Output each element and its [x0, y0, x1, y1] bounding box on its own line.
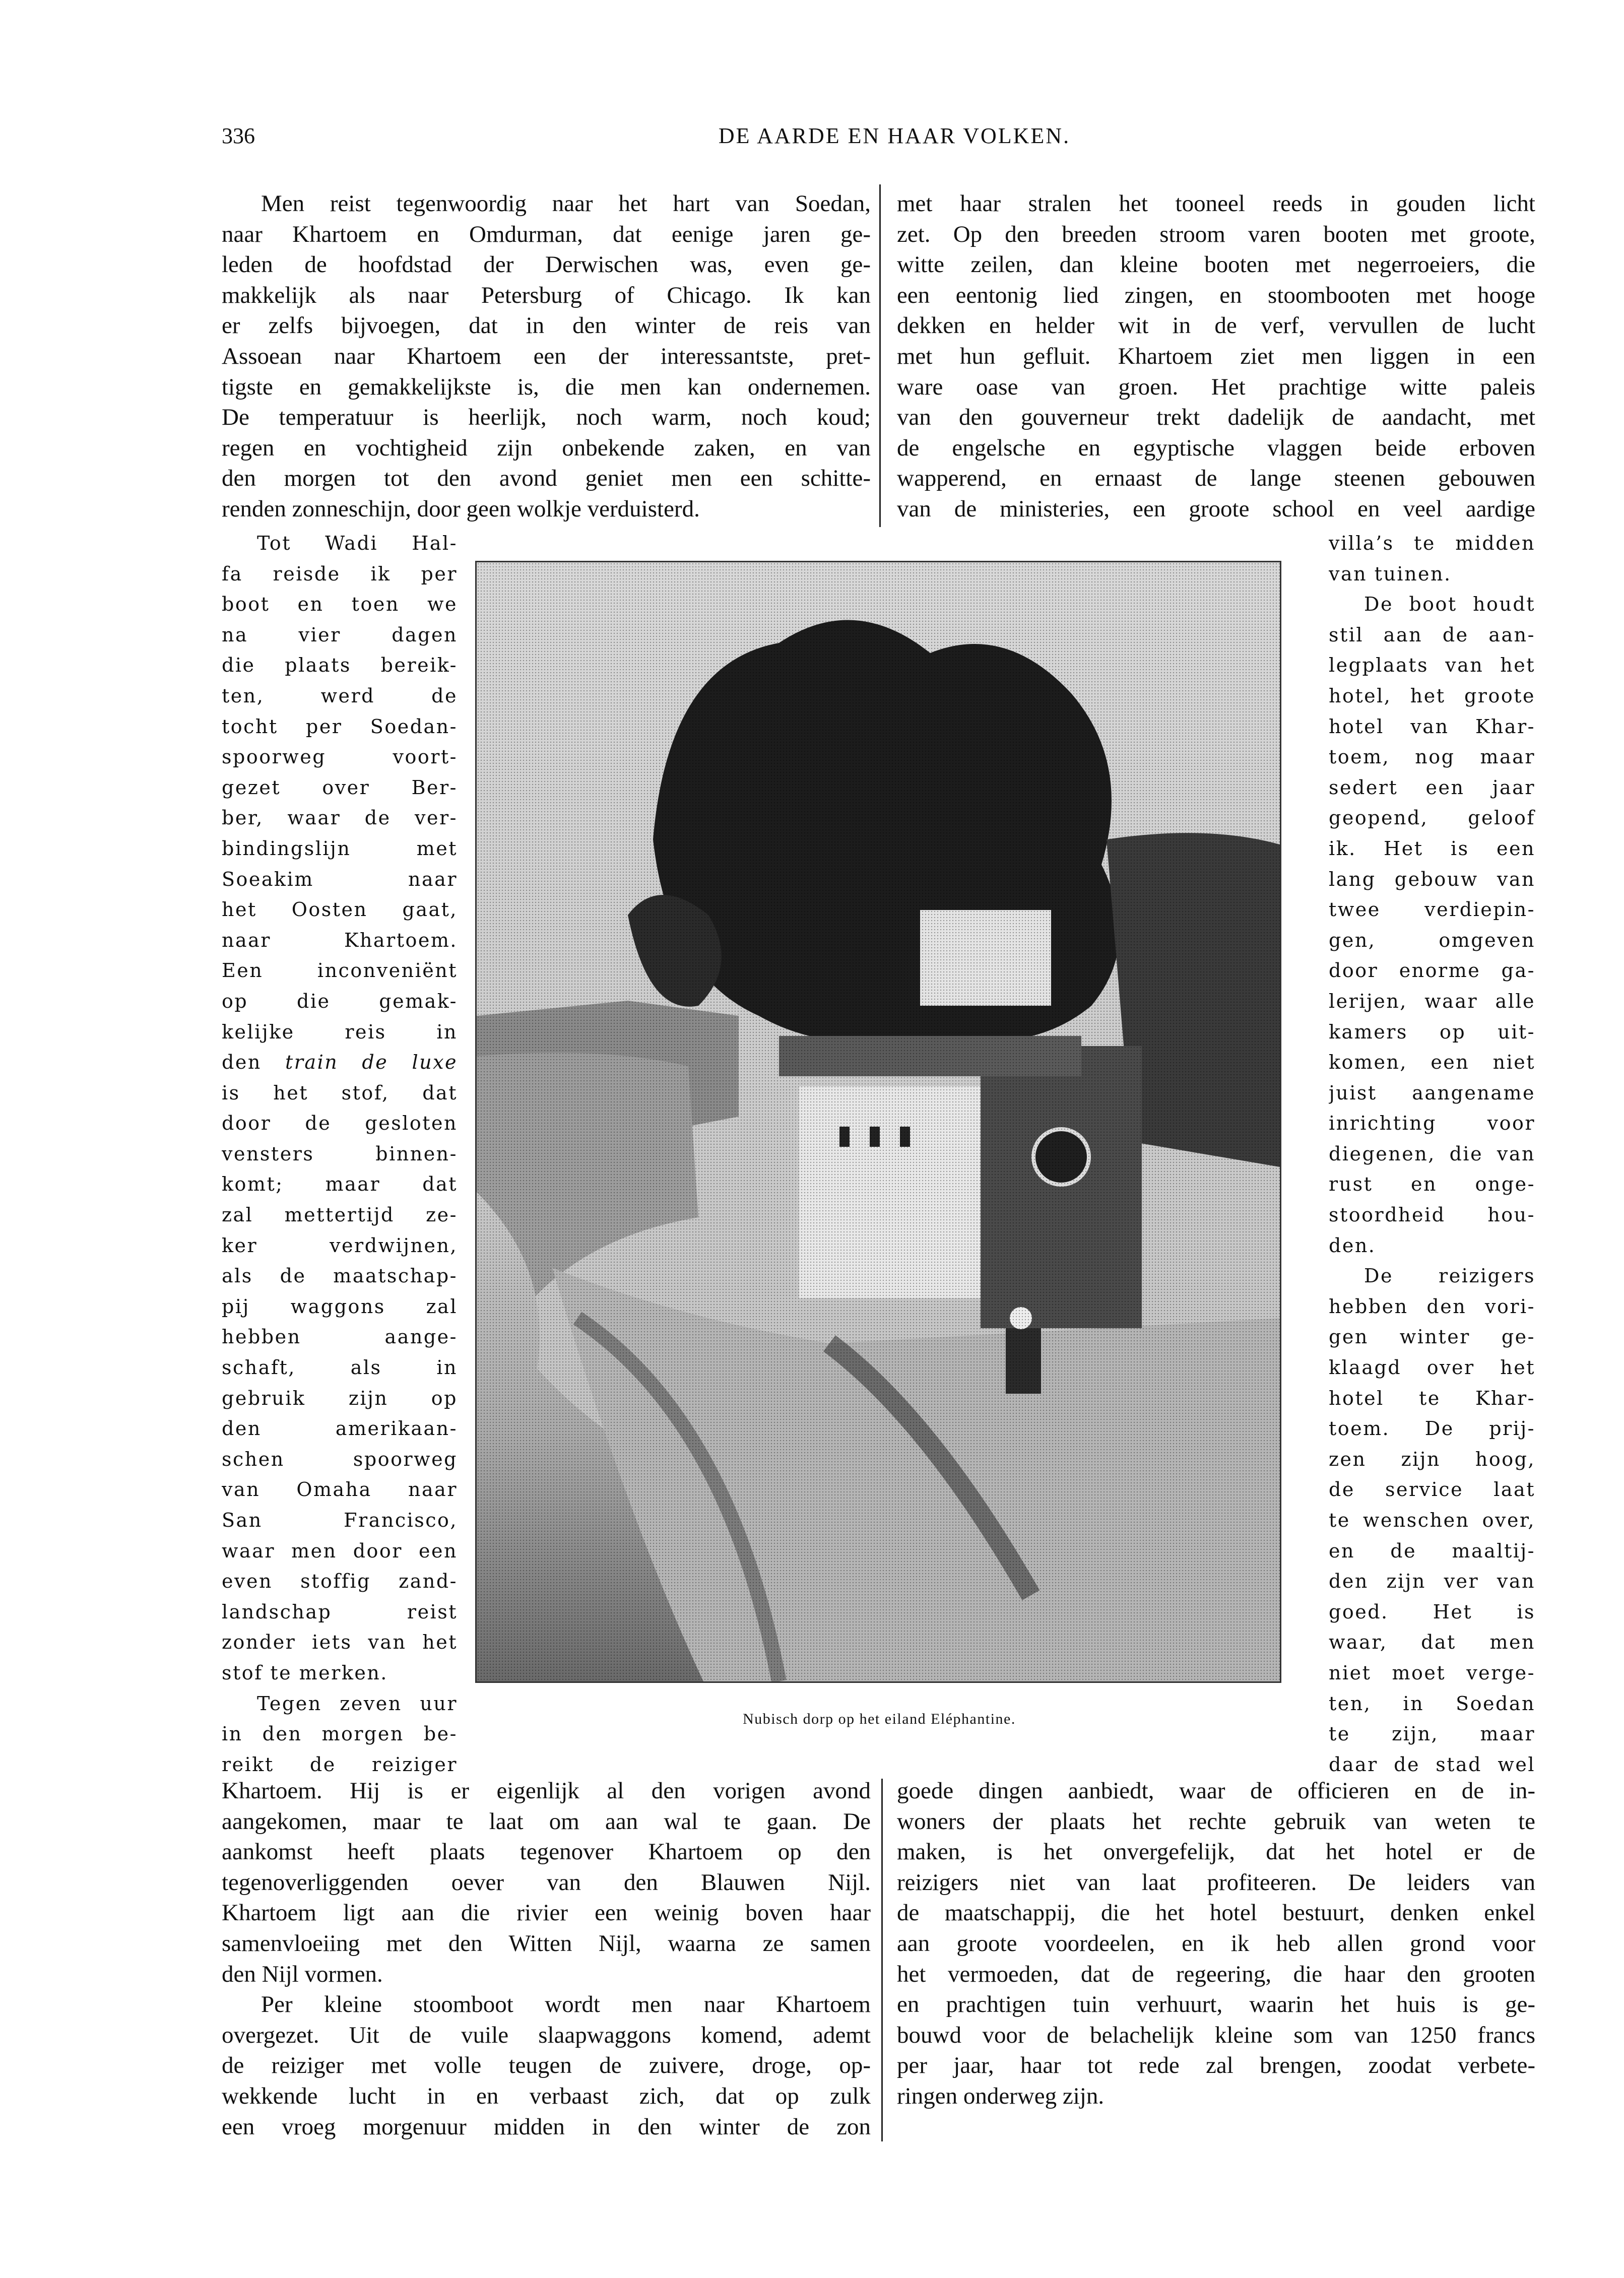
text-line [222, 1047, 458, 1078]
text-line [897, 310, 1535, 341]
text-line [222, 955, 458, 986]
line-text: hotel te Khar- [1329, 1387, 1535, 1409]
line-text: zet. Op den breeden stroom varen booten met groote, [897, 221, 1535, 247]
line-text: komt; maar dat [222, 1173, 458, 1196]
text-line [222, 1108, 458, 1139]
line-text: waar men door een [222, 1539, 458, 1562]
line-text: ringen onderweg zijn. [897, 2082, 1105, 2109]
text-line [1329, 1474, 1535, 1505]
text-line [222, 249, 871, 280]
text-line [222, 1230, 458, 1261]
text-line [222, 1837, 871, 1867]
line-text: lang gebouw van [1329, 868, 1535, 890]
text-line [222, 1078, 458, 1109]
line-text: stil aan de aan- [1329, 623, 1535, 646]
text-line [1329, 1139, 1535, 1169]
text-line [897, 2050, 1535, 2081]
line-text: rust en onge- [1329, 1173, 1535, 1196]
text-line [222, 1719, 458, 1749]
line-text: bouwd voor de belachelijk kleine som van 1250 francs [897, 2022, 1535, 2048]
text-line [1329, 711, 1535, 742]
text-line [222, 1200, 458, 1230]
text-line [222, 2081, 871, 2112]
text-line [222, 1505, 458, 1536]
line-text: gen winter ge- [1329, 1326, 1535, 1348]
line-text: het vermoeden, dat de regeering, die haar den grooten [897, 1961, 1535, 1987]
line-text: aan groote voordeelen, en ik heb allen grond voor [897, 1930, 1535, 1957]
line-text: tigste en gemakkelijkste is, die men kan ondernemen. [222, 373, 871, 400]
text-line [222, 1017, 458, 1048]
text-line [1329, 1688, 1535, 1719]
text-line [1329, 742, 1535, 772]
line-text: aangekomen, maar te laat om aan wal te gaan. De [222, 1808, 871, 1835]
text-line [897, 1898, 1535, 1928]
running-title: DE AARDE EN HAAR VOLKEN. [718, 123, 1071, 148]
line-text: per jaar, haar tot rede zal brengen, zoodat verbete- [897, 2052, 1535, 2079]
text-line [222, 1169, 458, 1200]
line-text: van Omaha naar [222, 1478, 458, 1501]
line-text: te wenschen over, [1329, 1509, 1535, 1531]
line-text: met haar stralen het tooneel reeds in gouden licht [897, 190, 1535, 217]
text-line [222, 864, 458, 895]
text-line [1329, 772, 1535, 803]
text-line [1329, 1261, 1535, 1291]
line-text: reizigers niet van laat profiteeren. De leiders van [897, 1869, 1535, 1896]
text-line [222, 742, 458, 772]
text-line [897, 1867, 1535, 1898]
text-line [222, 1536, 458, 1567]
text-line [1329, 528, 1535, 559]
line-text: Khartoem ligt aan die rivier een weinig boven haar [222, 1900, 871, 1926]
line-text: landschap reist [222, 1600, 458, 1623]
line-text: wapperend, en ernaast de lange steenen gebouwen [897, 465, 1535, 492]
line-text: renden zonneschijn, door geen wolkje verduisterd. [222, 495, 700, 522]
line-text: legplaats van het [1329, 654, 1535, 677]
text-line [897, 1837, 1535, 1867]
line-text: kelijke reis in [222, 1020, 458, 1043]
line-text: den zijn ver van [1329, 1570, 1535, 1593]
line-text: naar Khartoem. [222, 929, 458, 951]
text-line [222, 2020, 871, 2051]
line-text: niet moet verge- [1329, 1661, 1535, 1684]
text-column-left-narrow [222, 528, 458, 1780]
text-line [1329, 620, 1535, 650]
text-line [1329, 559, 1535, 590]
line-text: diegenen, die van [1329, 1142, 1535, 1165]
line-text: een vroeg morgenuur midden in den winter de zon [222, 2113, 871, 2140]
line-text: makkelijk als naar Petersburg of Chicago. Ik kan [222, 282, 871, 308]
line-text: den morgen tot den avond geniet men een schitte- [222, 465, 871, 492]
text-line [1329, 1047, 1535, 1078]
text-line [222, 528, 458, 559]
line-text: als de maatschap- [222, 1265, 458, 1287]
text-line [222, 925, 458, 956]
line-text: naar Khartoem en Omdurman, dat eenige jaren ge- [222, 221, 871, 247]
line-text: inrichting voor [1329, 1112, 1535, 1135]
line-text: na vier dagen [222, 623, 458, 646]
text-line [897, 494, 1535, 525]
line-text: ten, in Soedan [1329, 1692, 1535, 1715]
line-text: ker verdwijnen, [222, 1234, 458, 1257]
line-text: van tuinen. [1329, 562, 1452, 585]
text-line [222, 589, 458, 620]
text-line [1329, 1597, 1535, 1628]
text-line [1329, 803, 1535, 833]
line-text: zonder iets van het [222, 1631, 458, 1654]
line-text: Soeakim naar [222, 868, 458, 890]
text-line [222, 310, 871, 341]
text-line [1329, 1291, 1535, 1322]
text-line [1329, 681, 1535, 711]
line-text: er zelfs bijvoegen, dat in den winter de reis van [222, 312, 871, 339]
column-divider-top [879, 184, 881, 527]
line-text: den [222, 1051, 285, 1074]
line-text: den amerikaan- [222, 1417, 458, 1440]
text-line [222, 1322, 458, 1352]
text-line [1329, 1566, 1535, 1597]
text-line [897, 402, 1535, 433]
line-text: geopend, geloof [1329, 807, 1535, 829]
line-text: die plaats bereik- [222, 654, 458, 677]
text-line [222, 463, 871, 494]
line-text: even stoffig zand- [222, 1570, 458, 1593]
line-text: is het stof, dat [222, 1081, 458, 1104]
page-number: 336 [222, 123, 255, 148]
line-text: overgezet. Uit de vuile slaapwaggons komend, ademt [222, 2022, 871, 2048]
text-line [897, 2081, 1535, 2112]
text-line [222, 188, 871, 219]
text-line [1329, 986, 1535, 1017]
line-text: op die gemak- [222, 990, 458, 1012]
line-text: Assoean naar Khartoem een der interessantste, pret- [222, 343, 871, 369]
line-text: met hun gefluit. Khartoem ziet men liggen in een [897, 343, 1535, 369]
line-text: samenvloeiing met den Witten Nijl, waarna ze samen [222, 1930, 871, 1957]
text-line [1329, 1108, 1535, 1139]
text-column-bottom-left [222, 1776, 871, 2142]
line-text: toem, nog maar [1329, 746, 1535, 768]
line-text: kamers op uit- [1329, 1020, 1535, 1043]
line-text: goede dingen aanbiedt, waar de officieren en de in- [897, 1778, 1535, 1804]
text-line [222, 559, 458, 590]
line-text: De boot houdt [1364, 593, 1535, 616]
line-text: de reiziger met volle teugen de zuivere, droge, op- [222, 2052, 871, 2079]
text-line [222, 219, 871, 250]
line-text: tocht per Soedan- [222, 715, 458, 738]
text-line [897, 188, 1535, 219]
line-text: van de ministeries, een groote school en veel aardige [897, 495, 1535, 522]
text-line [1329, 894, 1535, 925]
line-text: twee verdiepin- [1329, 898, 1535, 921]
text-line [1329, 1230, 1535, 1261]
figure-caption: Nubisch dorp op het eiland Eléphantine. [743, 1711, 1016, 1727]
line-text: villa’s te midden [1329, 532, 1535, 554]
line-text: ware oase van groen. Het prachtige witte paleis [897, 373, 1535, 400]
line-text: Per kleine stoomboot wordt men naar Khartoem [261, 1991, 871, 2018]
text-line [1329, 1169, 1535, 1200]
text-line [222, 372, 871, 403]
line-text: hebben den vori- [1329, 1295, 1535, 1318]
text-line [222, 341, 871, 372]
text-line [222, 894, 458, 925]
text-line [222, 833, 458, 864]
line-text: ik. Het is een [1329, 837, 1535, 860]
text-line [897, 1959, 1535, 1990]
text-line [1329, 1444, 1535, 1475]
text-line [897, 249, 1535, 280]
text-line [222, 1597, 458, 1628]
text-line [1329, 864, 1535, 895]
line-text: leden de hoofdstad der Derwischen was, even ge- [222, 251, 871, 278]
text-column-right-narrow [1329, 528, 1535, 1780]
text-line [897, 372, 1535, 403]
line-text: te zijn, maar [1329, 1723, 1535, 1745]
text-line [897, 1989, 1535, 2020]
text-line [897, 1776, 1535, 1806]
line-text: spoorweg voort- [222, 746, 458, 768]
line-text: regen en vochtigheid zijn onbekende zaken, en van [222, 434, 871, 461]
text-line [222, 711, 458, 742]
text-line [222, 280, 871, 311]
text-line [1329, 589, 1535, 620]
line-text: den. [1329, 1234, 1376, 1257]
line-text: zal mettertijd ze- [222, 1204, 458, 1226]
text-line [222, 803, 458, 833]
text-line [222, 1291, 458, 1322]
text-line [1329, 1352, 1535, 1383]
line-text: schaft, als in [222, 1356, 458, 1379]
line-text: en de maaltij- [1329, 1539, 1535, 1562]
line-text: San Francisco, [222, 1509, 458, 1531]
text-column-top-right [897, 188, 1535, 525]
line-text: ten, werd de [222, 684, 458, 707]
text-line [222, 1959, 871, 1990]
line-text: zen zijn hoog, [1329, 1448, 1535, 1470]
text-line [222, 1658, 458, 1688]
text-line [222, 1898, 871, 1928]
text-line [222, 1352, 458, 1383]
text-line [222, 1806, 871, 1837]
line-text: de service laat [1329, 1478, 1535, 1501]
line-text: Een inconveniënt [222, 959, 458, 982]
line-text: boot en toen we [222, 593, 458, 616]
line-text: door enorme ga- [1329, 959, 1535, 982]
text-line [222, 1989, 871, 2020]
text-line [897, 341, 1535, 372]
text-line [1329, 1017, 1535, 1048]
text-line [897, 433, 1535, 464]
line-text: gezet over Ber- [222, 776, 458, 799]
line-text: fa reisde ik per [222, 562, 458, 585]
text-line [1329, 1413, 1535, 1444]
text-line [222, 650, 458, 681]
text-line [1329, 1200, 1535, 1230]
text-line [222, 1474, 458, 1505]
text-line [222, 2112, 871, 2142]
line-text: Tegen zeven uur [257, 1692, 458, 1715]
text-line [1329, 1383, 1535, 1414]
line-text: reikt de reiziger [222, 1753, 458, 1776]
line-text: De temperatuur is heerlijk, noch warm, noch koud; [222, 404, 871, 431]
line-text: aankomst heeft plaats tegenover Khartoem op den [222, 1839, 871, 1865]
line-text: pij waggons zal [222, 1295, 458, 1318]
line-text: den Nijl vormen. [222, 1961, 383, 1987]
line-text: de maatschappij, die het hotel bestuurt, denken enkel [897, 1900, 1535, 1926]
line-text: bindingslijn met [222, 837, 458, 860]
line-text: wekkende lucht in en verbaast zich, dat op zulk [222, 2082, 871, 2109]
line-text: door de gesloten [222, 1112, 458, 1135]
text-line [222, 1928, 871, 1959]
line-text: waar, dat men [1329, 1631, 1535, 1654]
line-text: hebben aange- [222, 1326, 458, 1348]
line-text: dekken en helder wit in de verf, vervullen de lucht [897, 312, 1535, 339]
photograph-image [477, 562, 1280, 1681]
photograph-nubian-village [475, 561, 1281, 1683]
text-line [222, 1566, 458, 1597]
line-text: De reizigers [1364, 1265, 1535, 1287]
text-line [222, 1261, 458, 1291]
line-text: in den morgen be- [222, 1723, 458, 1745]
line-text: Tot Wadi Hal- [257, 532, 458, 554]
line-text: witte zeilen, dan kleine booten met negerroeiers, die [897, 251, 1535, 278]
line-text: klaagd over het [1329, 1356, 1535, 1379]
text-line [222, 433, 871, 464]
line-text: schen spoorweg [222, 1448, 458, 1470]
text-line [897, 463, 1535, 494]
line-text: stof te merken. [222, 1661, 388, 1684]
line-text: gebruik zijn op [222, 1387, 458, 1409]
text-line [1329, 1719, 1535, 1749]
line-text: juist aangename [1329, 1081, 1535, 1104]
text-line [897, 1928, 1535, 1959]
line-text: en prachtigen tuin verhuurt, waarin het huis is ge- [897, 1991, 1535, 2018]
text-line [222, 1383, 458, 1414]
text-column-bottom-right [897, 1776, 1535, 2112]
line-text: vensters binnen- [222, 1142, 458, 1165]
text-line [222, 1867, 871, 1898]
italic-phrase: train de luxe [285, 1051, 458, 1074]
text-line [222, 1444, 458, 1475]
text-line [222, 620, 458, 650]
text-line [222, 1139, 458, 1169]
text-line [897, 280, 1535, 311]
text-line [222, 1776, 871, 1806]
line-text: hotel van Khar- [1329, 715, 1535, 738]
line-text: gen, omgeven [1329, 929, 1535, 951]
line-text: Men reist tegenwoordig naar het hart van Soedan, [261, 190, 871, 217]
line-text: komen, een niet [1329, 1051, 1535, 1074]
line-text: Khartoem. Hij is er eigenlijk al den vorigen avond [222, 1778, 871, 1804]
text-line [222, 772, 458, 803]
line-text: een eentonig lied zingen, en stoombooten met hooge [897, 282, 1535, 308]
text-line [1329, 955, 1535, 986]
line-text: ber, waar de ver- [222, 807, 458, 829]
line-text: lerijen, waar alle [1329, 990, 1535, 1012]
line-text: van den gouverneur trekt dadelijk de aandacht, met [897, 404, 1535, 431]
text-line [1329, 1078, 1535, 1109]
text-line [1329, 1536, 1535, 1567]
text-line [1329, 1627, 1535, 1658]
text-line [1329, 1322, 1535, 1352]
text-line [897, 2020, 1535, 2051]
text-line [222, 986, 458, 1017]
text-line [222, 681, 458, 711]
text-line [222, 494, 871, 525]
line-text: hotel, het groote [1329, 684, 1535, 707]
text-line [897, 219, 1535, 250]
column-divider-bottom [881, 1779, 883, 2141]
line-text: de engelsche en egyptische vlaggen beide erboven [897, 434, 1535, 461]
line-text: maken, is het onvergefelijk, dat het hotel er de [897, 1839, 1535, 1865]
text-line [1329, 1505, 1535, 1536]
line-text: woners der plaats het rechte gebruik van weten te [897, 1808, 1535, 1835]
line-text: het Oosten gaat, [222, 898, 458, 921]
line-text: tegenoverliggenden oever van den Blauwen Nijl. [222, 1869, 871, 1896]
line-text: daar de stad wel [1329, 1753, 1535, 1776]
text-line [222, 1688, 458, 1719]
text-line [897, 1806, 1535, 1837]
text-line [1329, 650, 1535, 681]
text-line [1329, 925, 1535, 956]
text-line [222, 402, 871, 433]
text-line [1329, 833, 1535, 864]
text-line [222, 1627, 458, 1658]
line-text: sedert een jaar [1329, 776, 1535, 799]
line-text: goed. Het is [1329, 1600, 1535, 1623]
line-text: stoordheid hou- [1329, 1204, 1535, 1226]
text-column-top-left [222, 188, 871, 525]
text-line [222, 2050, 871, 2081]
line-text: toem. De prij- [1329, 1417, 1535, 1440]
text-line [1329, 1658, 1535, 1688]
text-line [222, 1413, 458, 1444]
